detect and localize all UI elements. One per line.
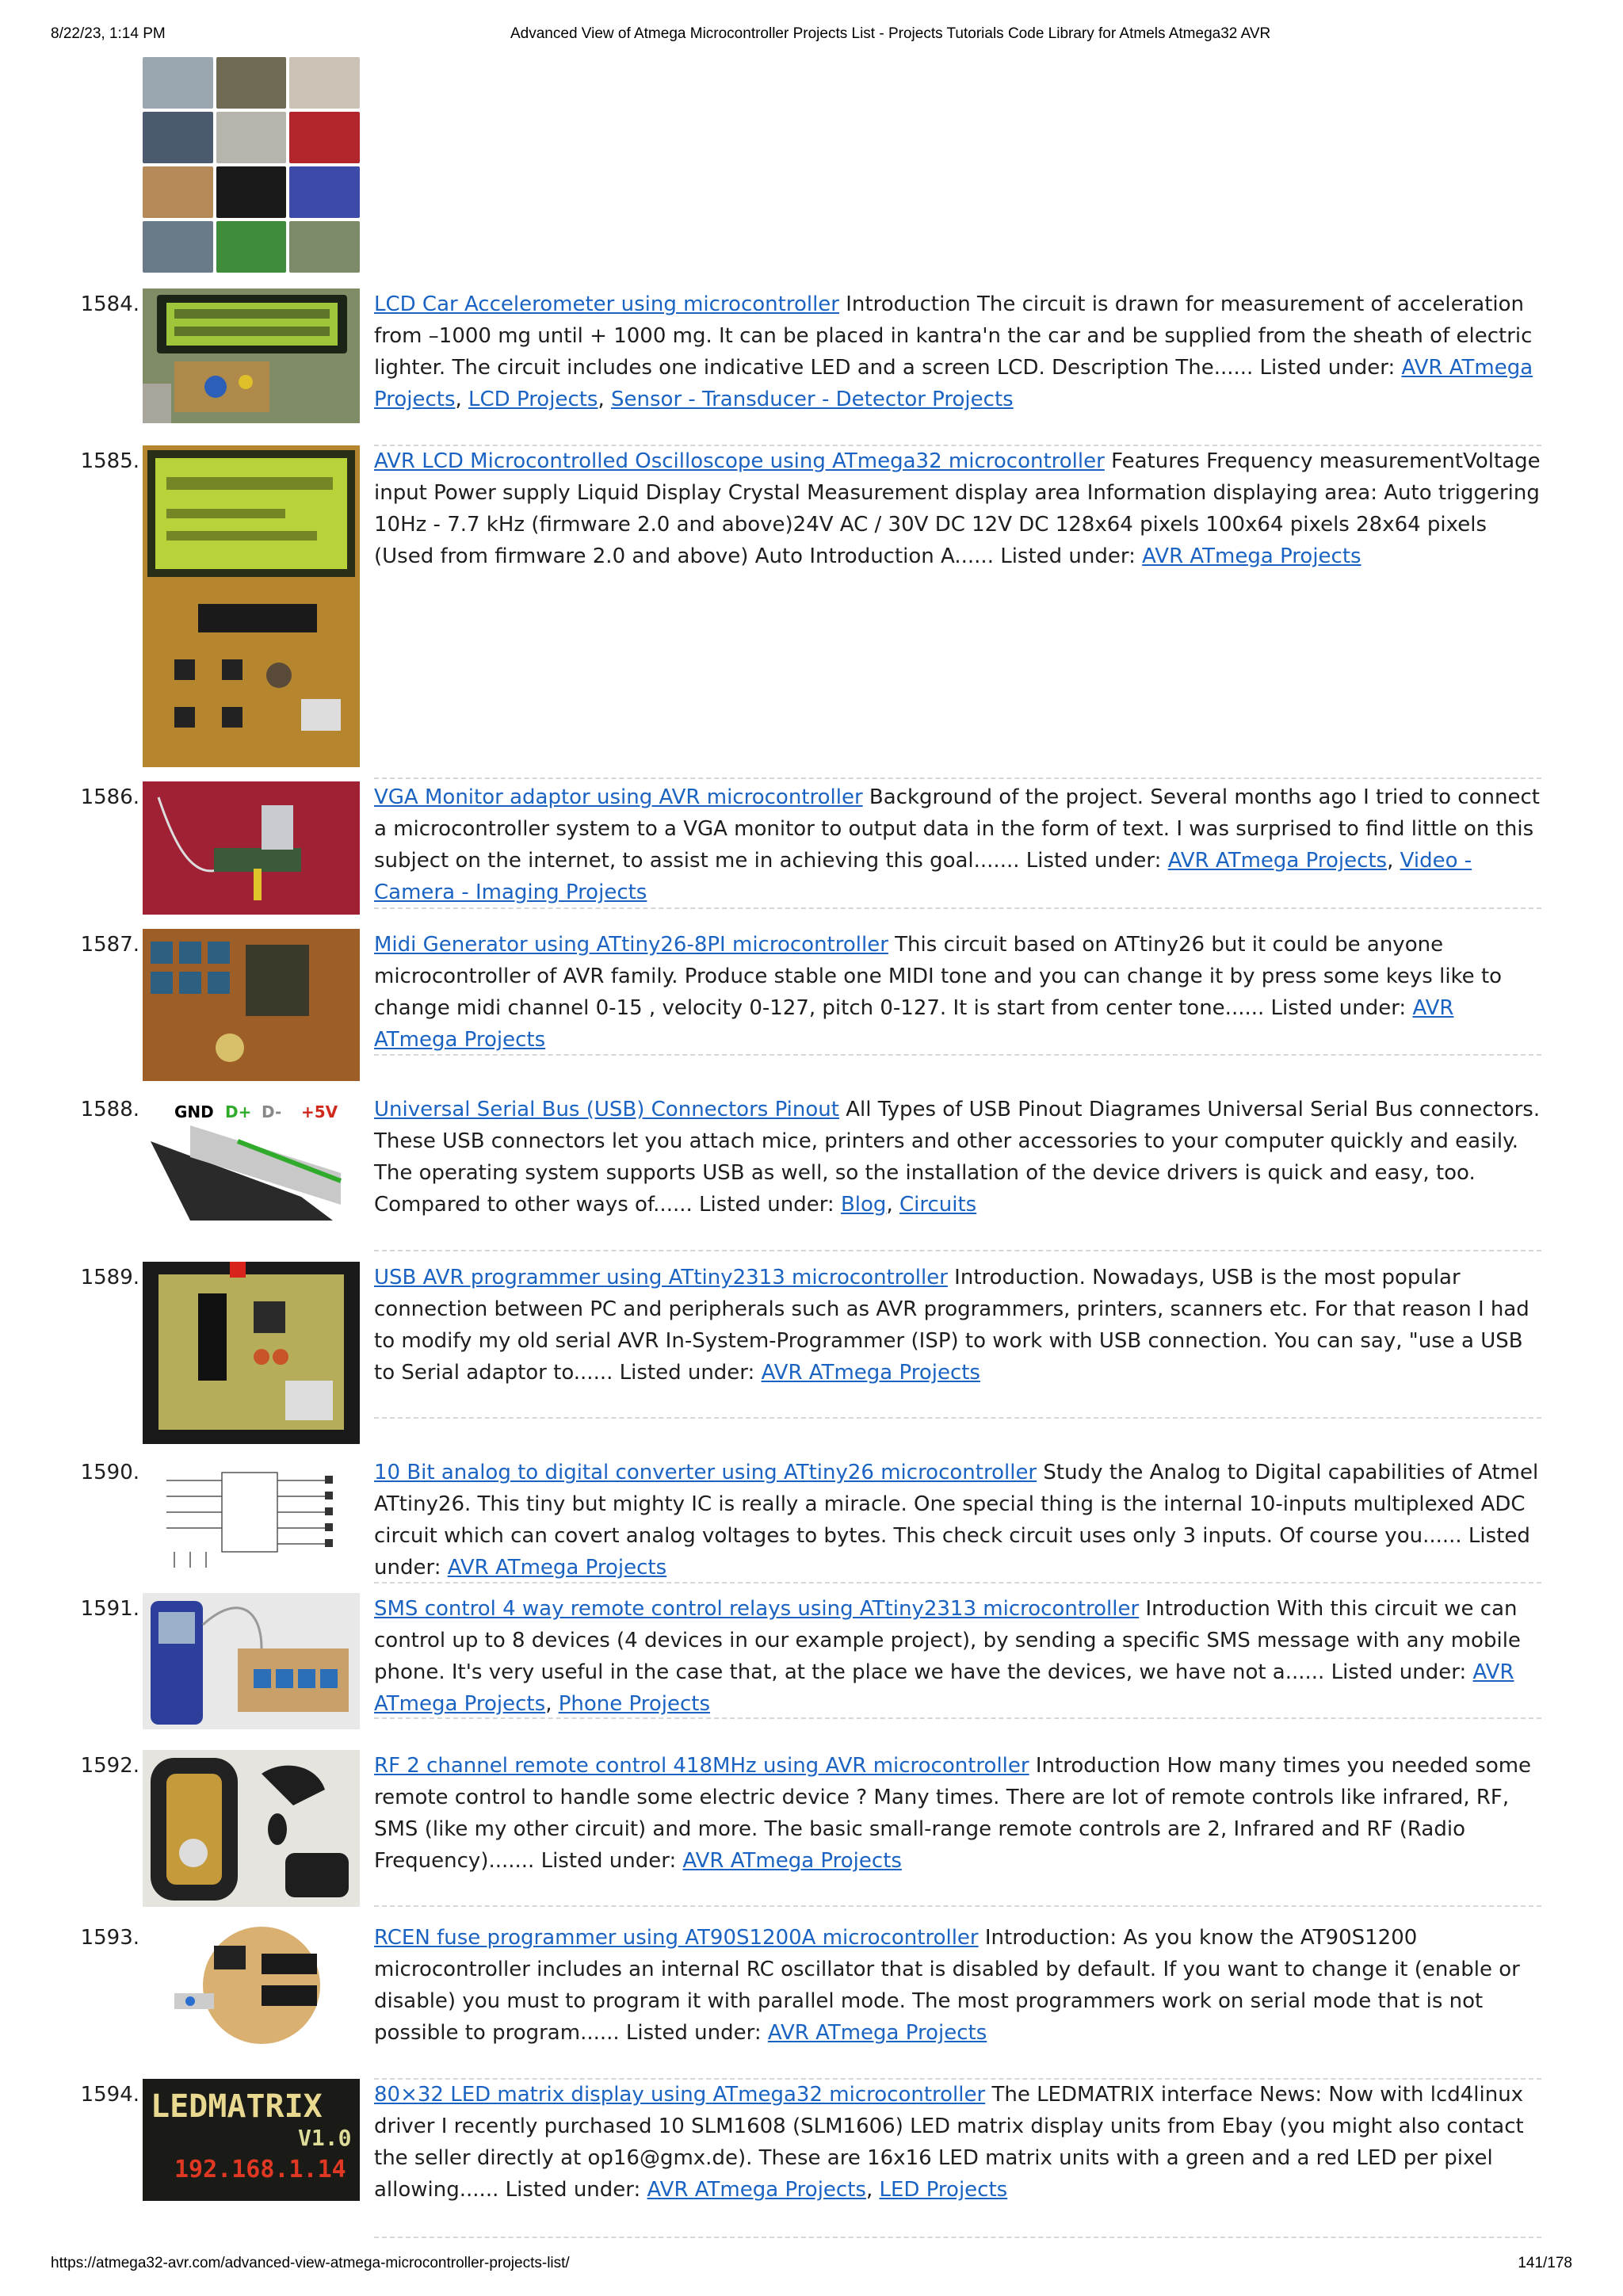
entry-separator — [374, 2237, 1541, 2238]
entry-separator — [374, 1582, 1541, 1584]
entry-text — [374, 929, 1541, 1056]
entry-number: 1591. — [80, 1597, 139, 1621]
project-thumbnail[interactable] — [143, 288, 360, 423]
entry-number: 1585. — [80, 449, 139, 473]
project-description: Features Frequency measurementVoltage input Power supply Liquid Display Crystal Measurement display area Information displaying area: Auto triggering 10Hz - 7.7 kHz (firmware 2.0 and above)24V AC / 30V DC 12V DC 128x64 pixels 100x64 pixels 28x64 pixels (Used from firmware 2.0 and above) Auto Introduction A...... Listed under: — [374, 449, 1541, 568]
category-link[interactable]: Sensor - Transducer - Detector Projects — [611, 388, 1014, 411]
category-link[interactable]: AVR ATmega Projects — [374, 996, 1454, 1052]
entry-number: 1587. — [80, 933, 139, 957]
usb-label-gnd: GND — [174, 1102, 214, 1121]
project-title-link[interactable]: RF 2 channel remote control 418MHz using AVR microcontroller — [374, 1754, 1029, 1778]
entry-number: 1589. — [80, 1266, 139, 1289]
entry-text: SMS control 4 way remote control relays using ATtiny2313 microcontroller Introduction With this circuit we can control up to 8 devices (4 devices in our example project), by sending a specific SMS message with any mobile phone. It's very useful in the case that, at the place we have the devices, we have not a...... Listed under: AVR ATmega Projects, Phone Projects — [374, 1597, 1521, 1716]
project-description: The LEDMATRIX interface News: Now with lcd4linux driver I recently purchased 10 SLM1608 (SLM1606) LED matrix display units from Ebay (you might also contact the seller directly at op16@gmx.de). These are 16x16 LED matrix units with a green and a red LED per pixel allowing...... Listed under: — [374, 2083, 1524, 2202]
project-description: Introduction: As you know the AT90S1200 microcontroller includes an internal RC oscillator that is disabled by default. If you want to change it (enable or disable) you must to program it with parallel mode. The most programmers work on serial mode that is not possible to program...... Listed under: — [374, 1926, 1520, 2045]
print-header — [51, 25, 1572, 49]
entry-text: LCD Car Accelerometer using microcontroller Introduction The circuit is drawn for measurement of acceleration from –1000 mg until + 1000 mg. It can be placed in kantra'n the car and be supplied from the sheath of electric lighter. The circuit includes one indicative LED and a screen LCD. Description The...... Listed under: AVR ATmega Projects, LCD Projects, Sensor - Transducer - Detector Projects — [374, 292, 1533, 411]
project-description: Introduction With this circuit we can control up to 8 devices (4 devices in our example project), by sending a specific SMS message with any mobile phone. It's very useful in the case that, at the place we have the devices, we have not a...... Listed under: — [374, 1597, 1521, 1684]
usb-label-5v: +5V — [301, 1102, 338, 1121]
project-description: Introduction How many times you needed some remote control to handle some electric device ? Many times. There are lot of remote controls like infrared, RF, SMS (like my other circuit) and more. The basic small-range remote controls are 2, Infrared and RF (Radio Frequency)....... Listed under: — [374, 1754, 1532, 1873]
project-thumbnail[interactable] — [143, 2079, 360, 2201]
entry-separator — [374, 1250, 1541, 1251]
print-url: https://atmega32-avr.com/advanced-view-atmega-microcontroller-projects-list/ — [51, 2255, 570, 2271]
category-link[interactable]: LCD Projects — [468, 388, 598, 411]
project-title-link[interactable]: SMS control 4 way remote control relays using ATtiny2313 microcontroller — [374, 1597, 1140, 1621]
entry-separator — [374, 1905, 1541, 1907]
category-link[interactable]: Blog — [840, 1193, 887, 1217]
entry-text — [374, 445, 1541, 572]
entry-number: 1584. — [80, 292, 139, 316]
entry-number: 1586. — [80, 785, 139, 809]
entry-text: Universal Serial Bus (USB) Connectors Pinout All Types of USB Pinout Diagrames Universal Serial Bus connectors. These USB connectors let you attach mice, printers and other accessories to your computer quickly and easily. The operating system supports USB as well, so the installation of the device drivers is quick and easy, too. Compared to other ways of...... Listed under: Blog, Circuits — [374, 1098, 1541, 1217]
entry-separator — [374, 1417, 1541, 1419]
entry-text: 80×32 LED matrix display using ATmega32 microcontroller The LEDMATRIX interface News: Now with lcd4linux driver I recently purchased 10 SLM1608 (SLM1606) LED matrix display units from Ebay (you might also contact the seller directly at op16@gmx.de). These are 16x16 LED matrix units with a green and a red LED per pixel allowing...... Listed under: AVR ATmega Projects, LED Projects — [374, 2083, 1524, 2202]
entry-number: 1590. — [80, 1461, 139, 1484]
project-title-link[interactable]: RCEN fuse programmer using AT90S1200A microcontroller — [374, 1926, 979, 1950]
category-link[interactable]: AVR ATmega Projects — [1167, 849, 1388, 873]
entry-text: VGA Monitor adaptor using AVR microcontroller Background of the project. Several months ago I tried to connect a microcontroller system to a VGA monitor to output data in the form of text. I was surprised to find little on this subject on the internet, to assist me in achieving this goal....... Listed under: AVR ATmega Projects, Video - Camera - Imaging Projects — [374, 785, 1540, 904]
ledmatrix-version: V1.0 — [298, 2125, 352, 2151]
entry-number: 1594. — [80, 2083, 139, 2107]
project-title-link[interactable]: 10 Bit analog to digital converter using ATtiny26 microcontroller — [374, 1461, 1037, 1484]
entry-text — [374, 1922, 1541, 2049]
project-thumbnail[interactable] — [143, 781, 360, 915]
project-title-link[interactable]: Universal Serial Bus (USB) Connectors Pinout — [374, 1098, 839, 1121]
project-description: Introduction The circuit is drawn for measurement of acceleration from –1000 mg until + 1000 mg. It can be placed in kantra'n the car and be supplied from the sheath of electric lighter. The circuit includes one indicative LED and a screen LCD. Description The...... Listed under: — [374, 292, 1533, 380]
project-title-link[interactable]: AVR LCD Microcontrolled Oscilloscope using ATmega32 microcontroller — [374, 449, 1105, 473]
entry-number: 1593. — [80, 1926, 139, 1950]
category-link[interactable]: AVR ATmega Projects — [761, 1361, 980, 1385]
project-thumbnail[interactable] — [143, 1750, 360, 1907]
entry-separator — [374, 1717, 1541, 1719]
project-title-link[interactable]: Midi Generator using ATtiny26-8PI microcontroller — [374, 933, 888, 957]
category-link[interactable]: AVR ATmega Projects — [374, 1660, 1514, 1716]
entry-text — [374, 1457, 1541, 1584]
category-link[interactable]: Circuits — [899, 1193, 977, 1217]
print-page-title: Advanced View of Atmega Microcontroller Projects List - Projects Tutorials Code Library for Atmels Atmega32 AVR — [510, 25, 1271, 42]
entry-number: 1588. — [80, 1098, 139, 1121]
project-thumbnail[interactable] — [143, 929, 360, 1081]
print-datetime: 8/22/23, 1:14 PM — [51, 25, 166, 42]
category-link[interactable]: Phone Projects — [558, 1692, 711, 1716]
project-description: Introduction. Nowadays, USB is the most popular connection between PC and peripherals such as AVR programmers, printers, scanners etc. For that reason I had to modify my old serial AVR In-System-Programmer (ISP) to work with USB connection. You can say, "use a USB to Serial adaptor to...... Listed under: — [374, 1266, 1529, 1385]
page-number: 141/178 — [1518, 2255, 1572, 2271]
category-link[interactable]: AVR ATmega Projects — [767, 2021, 987, 2045]
entry-text — [374, 1750, 1541, 1877]
project-thumbnail[interactable] — [143, 1457, 360, 1577]
project-title-link[interactable]: VGA Monitor adaptor using AVR microcontroller — [374, 785, 863, 809]
entry-separator — [374, 777, 1541, 779]
project-description: This circuit based on ATtiny26 but it could be anyone microcontroller of AVR family. Produce stable one MIDI tone and you can change it by press some keys like to change midi channel 0-15 , velocity 0-127, pitch 0-127. It is start from center tone...... Listed under: — [374, 933, 1503, 1020]
entry-text — [374, 1262, 1541, 1389]
entry-number: 1592. — [80, 1754, 139, 1778]
project-description: All Types of USB Pinout Diagrames Universal Serial Bus connectors. These USB connectors let you attach mice, printers and other accessories to your computer quickly and easily. The operating system supports USB as well, so the installation of the device drivers is quick and easy, too. Compared to other ways of...... Listed under: — [374, 1098, 1541, 1217]
project-thumbnail[interactable] — [143, 1262, 360, 1444]
category-link[interactable]: AVR ATmega Projects — [682, 1849, 902, 1873]
project-thumbnail[interactable] — [143, 445, 360, 767]
category-link[interactable]: AVR ATmega Projects — [1142, 544, 1361, 568]
ledmatrix-ip: 192.168.1.14 — [174, 2156, 346, 2183]
project-thumbnail[interactable] — [143, 1593, 360, 1729]
category-link[interactable]: AVR ATmega Projects — [374, 356, 1533, 411]
category-link[interactable]: Video - Camera - Imaging Projects — [374, 849, 1472, 904]
entry-separator — [374, 907, 1541, 909]
project-thumbnail[interactable] — [143, 1922, 360, 2047]
print-footer — [51, 2255, 1572, 2279]
usb-label-dplus: D+ — [225, 1102, 252, 1121]
project-title-link[interactable]: LCD Car Accelerometer using microcontroller — [374, 292, 839, 316]
category-link[interactable]: AVR ATmega Projects — [647, 2178, 866, 2202]
project-description: Background of the project. Several months ago I tried to connect a microcontroller system to a VGA monitor to output data in the form of text. I was surprised to find little on this subject on the internet, to assist me in achieving this goal....... Listed under: — [374, 785, 1540, 873]
category-link[interactable]: LED Projects — [879, 2178, 1008, 2202]
project-title-link[interactable]: 80×32 LED matrix display using ATmega32 microcontroller — [374, 2083, 986, 2107]
project-title-link[interactable]: USB AVR programmer using ATtiny2313 microcontroller — [374, 1266, 948, 1289]
usb-label-dminus: D- — [262, 1102, 282, 1121]
project-thumbnail[interactable] — [143, 1094, 360, 1232]
category-link[interactable]: AVR ATmega Projects — [447, 1556, 667, 1580]
project-collage-thumbnail[interactable] — [143, 57, 360, 273]
ledmatrix-label: LEDMATRIX — [151, 2088, 323, 2125]
project-description: Study the Analog to Digital capabilities of Atmel ATtiny26. This tiny but mighty IC is really a miracle. One special thing is the internal 10-inputs multiplexed ADC circuit which can covert analog voltages to bytes. This check circuit uses only 3 inputs. Of course you...... Listed under: — [374, 1461, 1539, 1580]
entry-separator — [374, 1054, 1541, 1056]
